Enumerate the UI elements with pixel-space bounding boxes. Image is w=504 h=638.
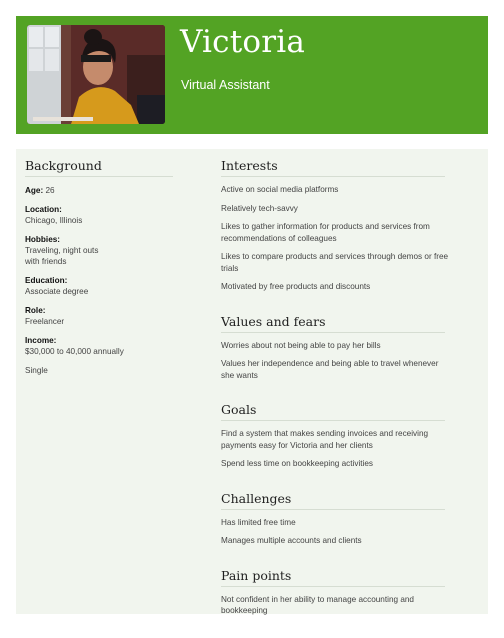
challenge-item: Manages multiple accounts and clients bbox=[221, 536, 362, 545]
age-label: Age: bbox=[25, 186, 44, 195]
age-field bbox=[25, 185, 175, 196]
values-fears-item: Values her independence and being able to travel whenever she wants bbox=[221, 359, 439, 380]
persona-job-title: Virtual Assistant bbox=[181, 78, 270, 92]
values-fears-item: Worries about not being able to pay her bills bbox=[221, 340, 381, 350]
interest-item: Active on social media platforms bbox=[221, 185, 339, 194]
challenge-item: Has limited free time bbox=[221, 517, 296, 527]
interest-item: Motivated by free products and discounts bbox=[221, 282, 371, 291]
relationship-status: Single bbox=[25, 366, 48, 375]
goals-section bbox=[221, 402, 449, 470]
role-value: Freelancer bbox=[25, 317, 65, 326]
hobbies-label: Hobbies: bbox=[25, 235, 61, 244]
interests-section bbox=[221, 158, 449, 293]
challenges-heading: Challenges bbox=[221, 491, 445, 510]
persona-photo-image bbox=[27, 25, 165, 124]
hobbies-value-line1: Traveling, night outs bbox=[25, 246, 99, 255]
details-column bbox=[221, 158, 449, 638]
background-heading: Background bbox=[25, 158, 173, 177]
persona-header bbox=[16, 16, 488, 134]
values-fears-heading: Values and fears bbox=[221, 314, 445, 333]
pain-point-item: Not confident in her ability to manage accounting and bookkeeping bbox=[221, 594, 414, 615]
background-column bbox=[25, 158, 175, 376]
persona-photo bbox=[27, 25, 165, 124]
location-label: Location: bbox=[25, 205, 62, 214]
persona-details-panel bbox=[16, 149, 488, 614]
goal-item: Spend less time on bookkeeping activities bbox=[221, 459, 374, 468]
age-value: 26 bbox=[45, 186, 55, 195]
hobbies-value-line2: with friends bbox=[25, 257, 67, 266]
interest-item: Likes to compare products and services through demos or free trials bbox=[221, 252, 449, 273]
location-field bbox=[25, 204, 175, 226]
pain-points-section bbox=[221, 568, 449, 617]
interest-item: Relatively tech-savvy bbox=[221, 203, 298, 213]
hobbies-field bbox=[25, 234, 175, 267]
challenges-section bbox=[221, 491, 449, 547]
interest-item: Likes to gather information for products and services from recommendations of colleagues bbox=[221, 222, 430, 243]
goals-heading: Goals bbox=[221, 402, 445, 421]
education-field bbox=[25, 275, 175, 297]
goal-item: Find a system that makes sending invoices and receiving payments easy for Victoria and her clients bbox=[221, 429, 429, 450]
income-value: $30,000 to 40,000 annually bbox=[25, 347, 124, 356]
income-label: Income: bbox=[25, 336, 57, 345]
income-field bbox=[25, 335, 175, 357]
interests-heading: Interests bbox=[221, 158, 445, 177]
education-value: Associate degree bbox=[25, 287, 89, 296]
persona-name: Victoria bbox=[180, 24, 306, 60]
pain-points-heading: Pain points bbox=[221, 568, 445, 587]
values-fears-section bbox=[221, 314, 449, 382]
role-label: Role: bbox=[25, 306, 46, 315]
location-value: Chicago, Illinois bbox=[25, 216, 83, 225]
education-label: Education: bbox=[25, 276, 68, 285]
role-field bbox=[25, 305, 175, 327]
